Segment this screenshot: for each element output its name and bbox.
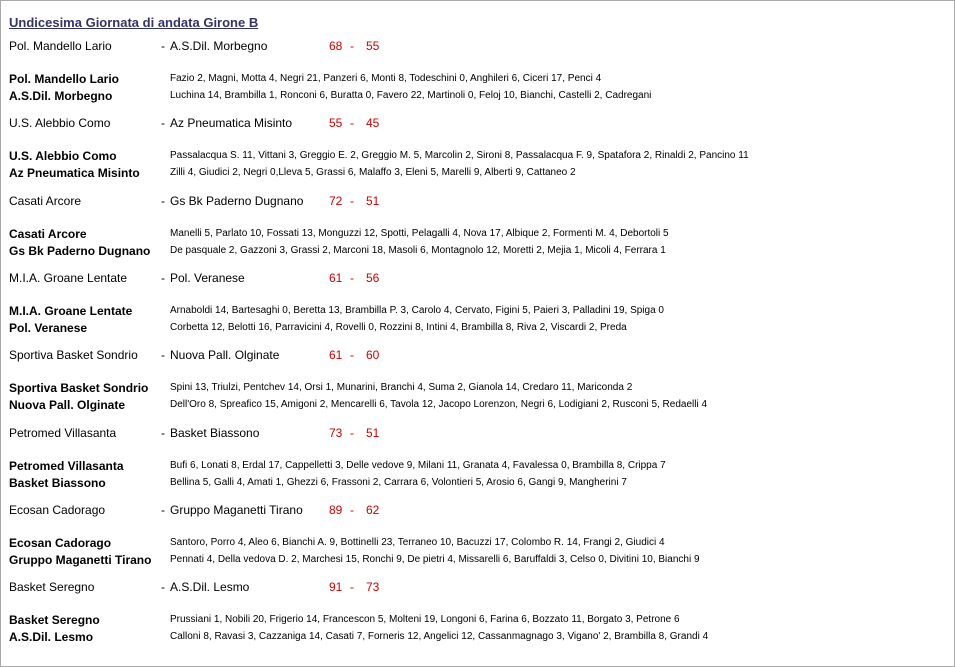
away-team-name: Gruppo Maganetti Tirano	[9, 553, 152, 567]
score-separator: -	[350, 348, 354, 362]
home-scorers: Spini 13, Triulzi, Pentchev 14, Orsi 1, Munarini, Branchi 4, Suma 2, Gianola 14, Credaro 11, Mariconda 2	[170, 382, 633, 393]
away-team: Gs Bk Paderno Dugnano	[170, 194, 304, 208]
home-team: Petromed Villasanta	[9, 426, 117, 440]
score-separator: -	[350, 116, 354, 130]
match-summary	[1, 116, 954, 132]
away-team: Gruppo Maganetti Tirano	[170, 503, 303, 517]
home-scorers: Prussiani 1, Nobili 20, Frigerio 14, Francescon 5, Molteni 19, Longoni 6, Farina 6, Bozzato 11, Borgato 3, Petrone 6	[170, 614, 680, 625]
game-block	[1, 116, 954, 196]
game-block	[1, 426, 954, 506]
away-team-name: A.S.Dil. Morbegno	[9, 89, 113, 103]
home-team-name: Petromed Villasanta	[9, 459, 124, 473]
team-separator: -	[161, 39, 165, 53]
away-scorers: Corbetta 12, Belotti 16, Parravicini 4, Rovelli 0, Rozzini 8, Intini 4, Brambilla 8, Riva 2, Viscardi 2, Preda	[170, 322, 627, 333]
home-team-name: Casati Arcore	[9, 227, 87, 241]
team-separator: -	[161, 348, 165, 362]
home-team: Pol. Mandello Lario	[9, 39, 112, 53]
away-team: A.S.Dil. Lesmo	[170, 580, 250, 594]
away-team-name: Gs Bk Paderno Dugnano	[9, 244, 151, 258]
score-separator: -	[350, 426, 354, 440]
home-team-name: U.S. Alebbio Como	[9, 149, 117, 163]
home-scorers-row	[1, 149, 954, 165]
away-score: 51	[366, 426, 380, 440]
game-block	[1, 39, 954, 119]
home-scorers: Passalacqua S. 11, Vittani 3, Greggio E. 2, Greggio M. 5, Marcolin 2, Sironi 8, Passalacqua F. 9, Spatafora 2, Rinaldi 2, Pancino 11	[170, 150, 749, 161]
match-summary	[1, 580, 954, 596]
away-team-name: Nuova Pall. Olginate	[9, 398, 126, 412]
away-score: 73	[366, 580, 380, 594]
home-team-name: Pol. Mandello Lario	[9, 72, 120, 86]
game-block	[1, 503, 954, 583]
away-scorers-row	[1, 553, 954, 569]
team-separator: -	[161, 580, 165, 594]
home-scorers: Fazio 2, Magni, Motta 4, Negri 21, Panzeri 6, Monti 8, Todeschini 0, Anghileri 6, Ciceri 17, Penci 4	[170, 73, 602, 84]
away-team-name: Az Pneumatica Misinto	[9, 166, 140, 180]
team-separator: -	[161, 194, 165, 208]
home-scorers-row	[1, 72, 954, 88]
home-score: 61	[329, 271, 343, 285]
away-score: 51	[366, 194, 380, 208]
match-summary	[1, 271, 954, 287]
home-score: 61	[329, 348, 343, 362]
home-team-name: M.I.A. Groane Lentate	[9, 304, 133, 318]
away-scorers: Luchina 14, Brambilla 1, Ronconi 6, Buratta 0, Favero 22, Martinoli 0, Feloj 10, Bianchi, Castelli 2, Cadregani	[170, 90, 652, 101]
home-team: Casati Arcore	[9, 194, 82, 208]
away-score: 55	[366, 39, 380, 53]
match-summary	[1, 39, 954, 55]
away-scorers-row	[1, 166, 954, 182]
home-score: 91	[329, 580, 343, 594]
home-scorers: Santoro, Porro 4, Aleo 6, Bianchi A. 9, Bottinelli 23, Terraneo 10, Bacuzzi 17, Colombo R. 14, Frangi 2, Giudici 4	[170, 537, 665, 548]
home-score: 55	[329, 116, 343, 130]
home-scorers: Bufi 6, Lonati 8, Erdal 17, Cappelletti 3, Delle vedove 9, Milani 11, Granata 4, Favalessa 0, Brambilla 8, Crippa 7	[170, 460, 666, 471]
home-team: Sportiva Basket Sondrio	[9, 348, 138, 362]
away-score: 56	[366, 271, 380, 285]
away-scorers-row	[1, 398, 954, 414]
score-separator: -	[350, 39, 354, 53]
home-team-name: Basket Seregno	[9, 613, 100, 627]
team-separator: -	[161, 271, 165, 285]
away-score: 62	[366, 503, 380, 517]
game-block	[1, 271, 954, 351]
match-summary	[1, 426, 954, 442]
away-scorers: Pennati 4, Della vedova D. 2, Marchesi 15, Ronchi 9, De pietri 4, Missarelli 6, Baruffaldi 3, Celso 0, Divitini 10, Bianchi 9	[170, 554, 700, 565]
away-team: Nuova Pall. Olginate	[170, 348, 280, 362]
away-team: Basket Biassono	[170, 426, 260, 440]
home-team: U.S. Alebbio Como	[9, 116, 111, 130]
away-team: Az Pneumatica Misinto	[170, 116, 293, 130]
home-score: 68	[329, 39, 343, 53]
away-scorers-row	[1, 321, 954, 337]
home-score: 89	[329, 503, 343, 517]
team-separator: -	[161, 503, 165, 517]
home-score: 72	[329, 194, 343, 208]
game-block	[1, 194, 954, 274]
home-scorers: Manelli 5, Parlato 10, Fossati 13, Monguzzi 12, Spotti, Pelagalli 4, Nova 17, Albique 2, Formenti M. 4, Debortoli 5	[170, 228, 669, 239]
home-scorers-row	[1, 381, 954, 397]
home-team-name: Ecosan Cadorago	[9, 536, 112, 550]
home-team: Ecosan Cadorago	[9, 503, 106, 517]
score-separator: -	[350, 271, 354, 285]
home-scorers-row	[1, 227, 954, 243]
away-scorers: Zilli 4, Giudici 2, Negri 0,Lleva 5, Grassi 6, Malaffo 3, Eleni 5, Marelli 9, Alberti 9, Cattaneo 2	[170, 167, 576, 178]
score-separator: -	[350, 580, 354, 594]
score-separator: -	[350, 194, 354, 208]
team-separator: -	[161, 426, 165, 440]
away-scorers: Calloni 8, Ravasi 3, Cazzaniga 14, Casati 7, Forneris 12, Angelici 12, Cassanmagnago 3, Vigano' 2, Brambilla 8, Grandi 4	[170, 631, 709, 642]
home-scorers-row	[1, 613, 954, 629]
home-scorers-row	[1, 459, 954, 475]
away-scorers-row	[1, 630, 954, 646]
game-block	[1, 580, 954, 660]
home-team: M.I.A. Groane Lentate	[9, 271, 128, 285]
team-separator: -	[161, 116, 165, 130]
match-summary	[1, 348, 954, 364]
away-team: A.S.Dil. Morbegno	[170, 39, 268, 53]
away-team-name: A.S.Dil. Lesmo	[9, 630, 94, 644]
away-scorers-row	[1, 476, 954, 492]
game-block	[1, 348, 954, 428]
home-scorers-row	[1, 536, 954, 552]
away-team: Pol. Veranese	[170, 271, 245, 285]
score-separator: -	[350, 503, 354, 517]
away-score: 60	[366, 348, 380, 362]
match-summary	[1, 503, 954, 519]
away-score: 45	[366, 116, 380, 130]
away-team-name: Pol. Veranese	[9, 321, 88, 335]
away-scorers-row	[1, 89, 954, 105]
home-team-name: Sportiva Basket Sondrio	[9, 381, 149, 395]
away-scorers: De pasquale 2, Gazzoni 3, Grassi 2, Marconi 18, Masoli 6, Montagnolo 12, Moretti 2, Mejia 1, Micoli 4, Ferrara 1	[170, 245, 666, 256]
home-scorers: Arnaboldi 14, Bartesaghi 0, Beretta 13, Brambilla P. 3, Carolo 4, Cervato, Figini 5, Paieri 3, Palladini 19, Spiga 0	[170, 305, 664, 316]
away-team-name: Basket Biassono	[9, 476, 106, 490]
away-scorers-row	[1, 244, 954, 260]
away-scorers: Bellina 5, Galli 4, Amati 1, Ghezzi 6, Frassoni 2, Carrara 6, Volontieri 5, Arosio 6, Gangi 9, Mangherini 7	[170, 477, 627, 488]
away-scorers: Dell'Oro 8, Spreafico 15, Amigoni 2, Mencarelli 6, Tavola 12, Jacopo Lorenzon, Negri 6, Lodigiani 2, Rusconi 5, Redaelli 4	[170, 399, 708, 410]
page-title: Undicesima Giornata di andata Girone B	[9, 15, 259, 30]
match-summary	[1, 194, 954, 210]
home-team: Basket Seregno	[9, 580, 95, 594]
games-list	[1, 1, 954, 666]
home-scorers-row	[1, 304, 954, 320]
home-score: 73	[329, 426, 343, 440]
